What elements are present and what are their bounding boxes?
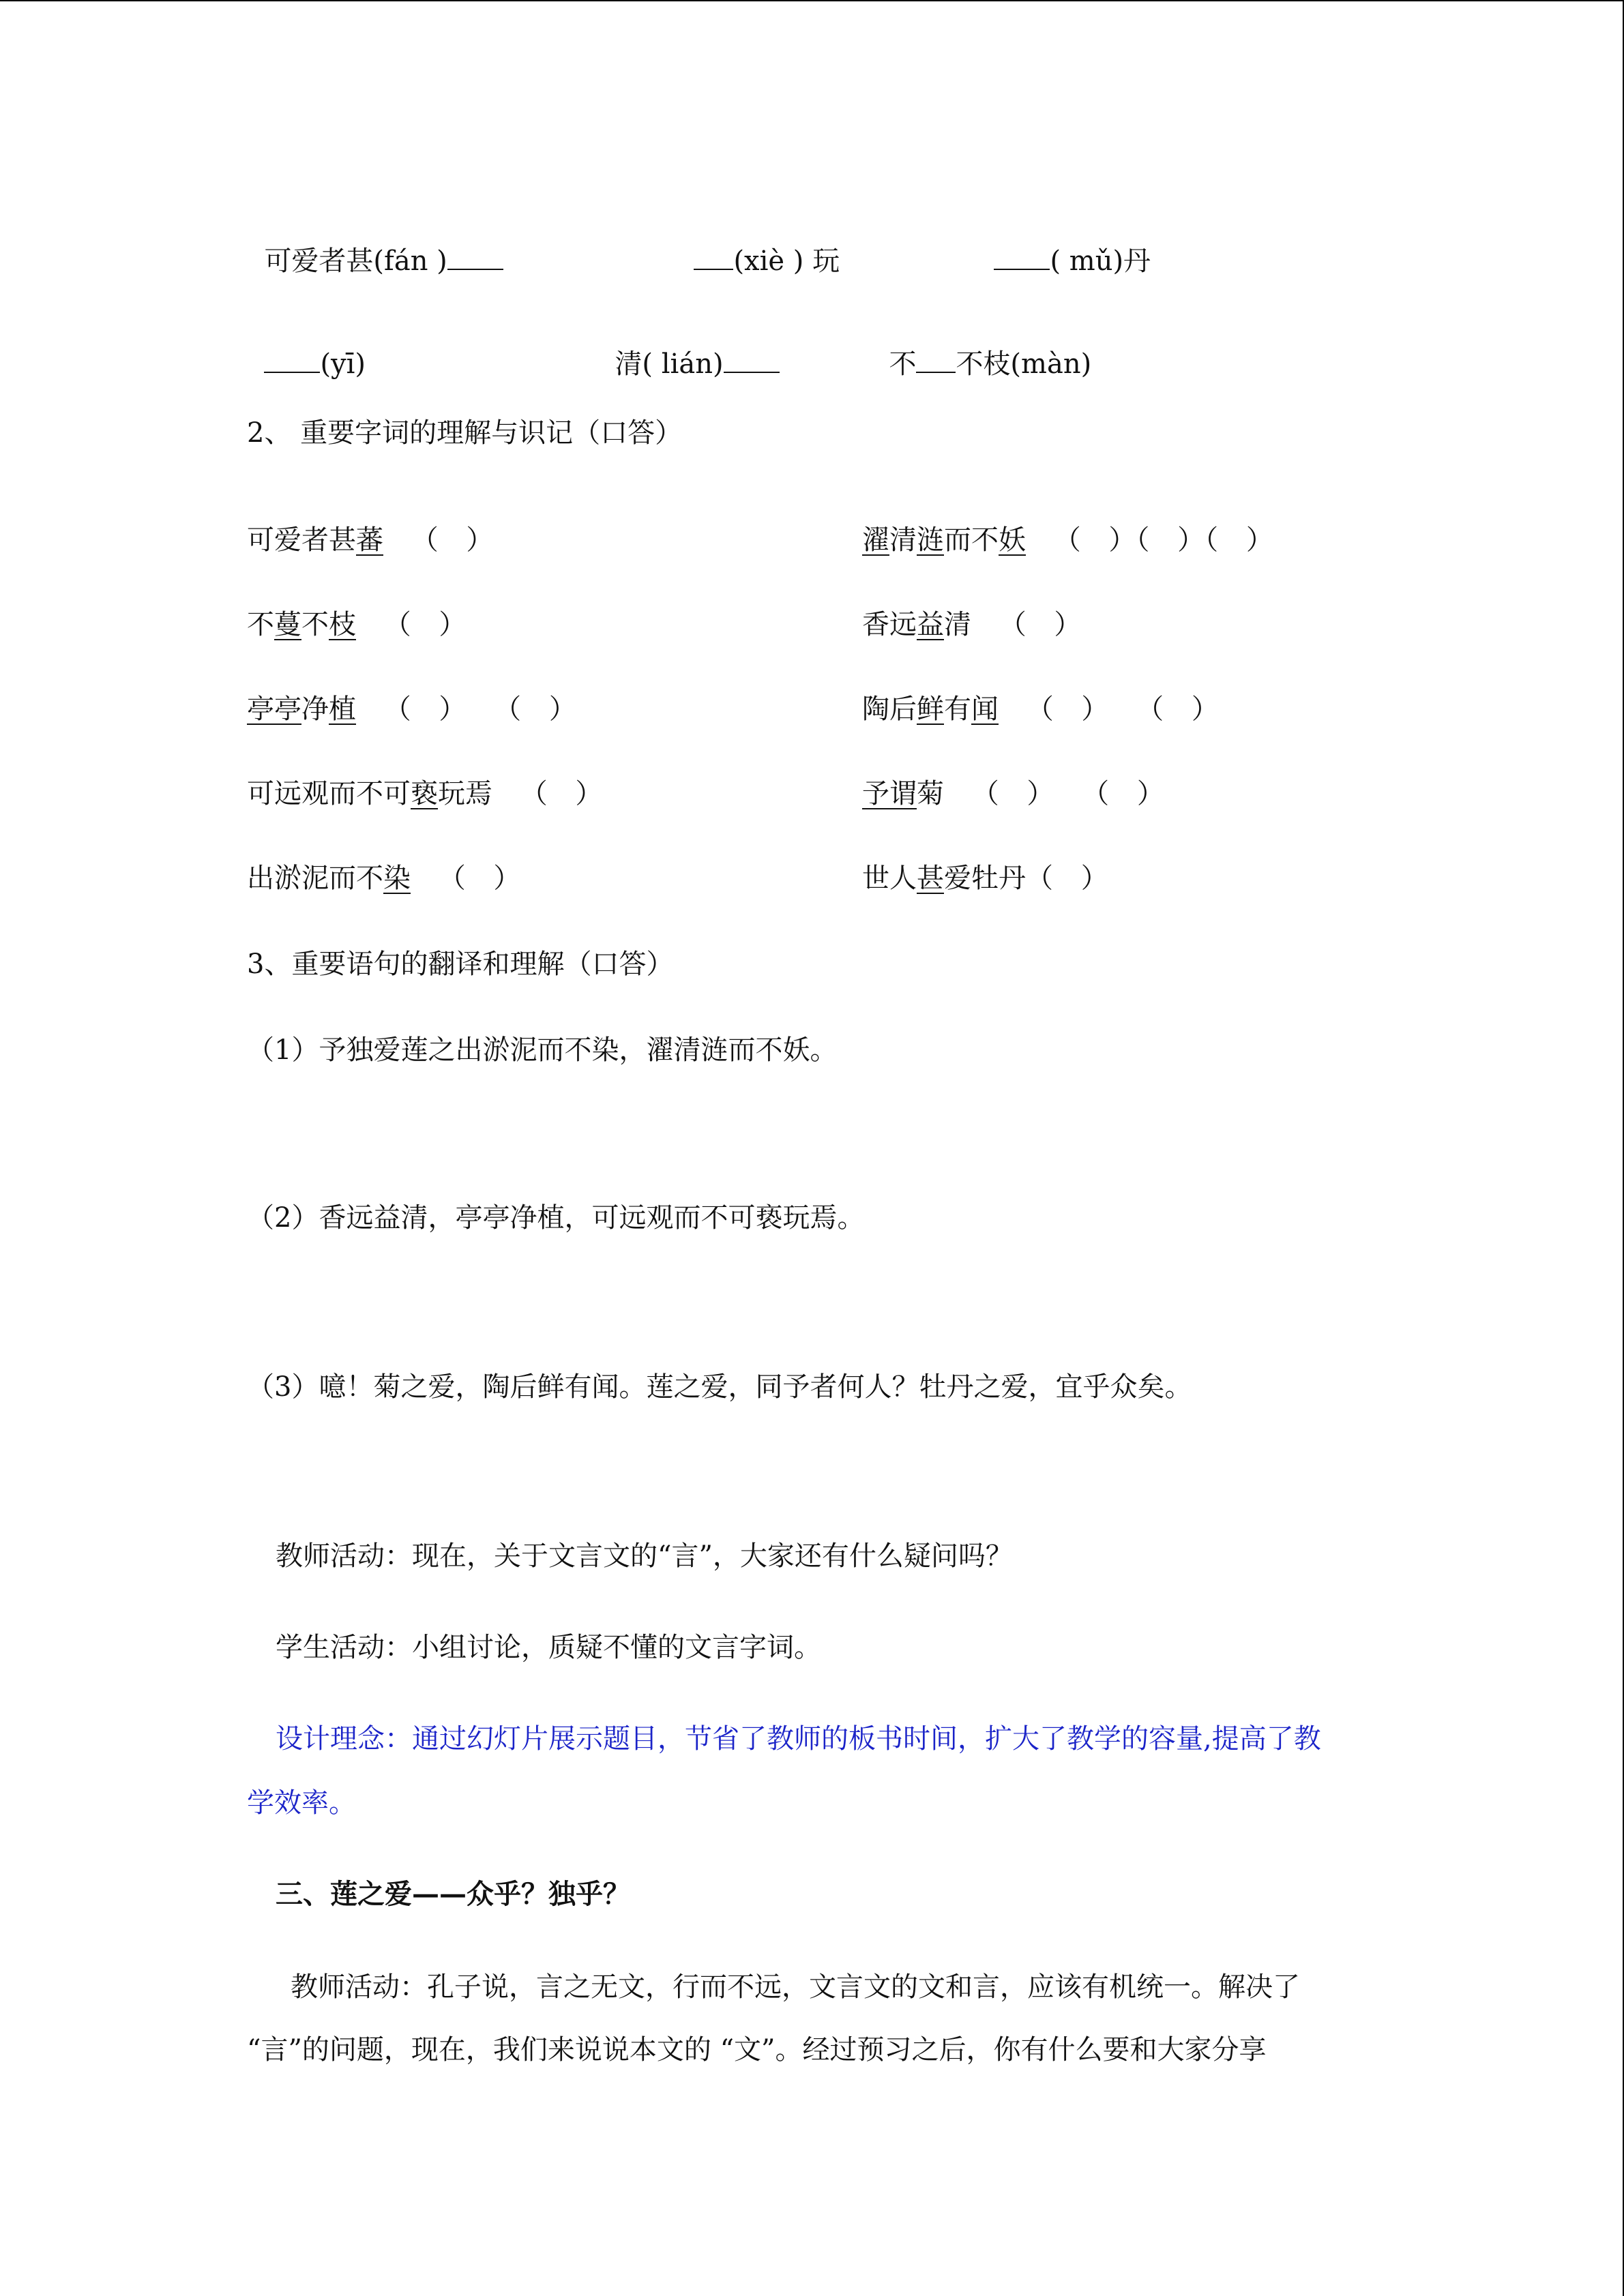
answer-blank[interactable] (724, 346, 780, 373)
student-activity: 学生活动：小组讨论，质疑不懂的文言字词。 (276, 1632, 821, 1663)
phrase-text: 不 (247, 609, 274, 640)
phrase-text: 玩焉 (438, 778, 492, 809)
key-word: 蕃 (356, 524, 383, 556)
key-word: 甚 (917, 863, 944, 894)
pinyin-item (677, 215, 840, 275)
phrase-text: 清 (944, 609, 971, 640)
phrase-text: 爱牡丹 (944, 863, 1026, 894)
answer-parentheses[interactable]: （ ） （ ） (999, 694, 1219, 725)
sentence: （2）香远益清，亭亭净植，可远观而不可亵玩焉。 (247, 1202, 865, 1234)
phrase-text: 世人 (862, 863, 917, 894)
vocab-item (247, 696, 576, 723)
key-word: 闻 (971, 694, 999, 725)
phrase-text: 净 (301, 694, 329, 725)
vocab-item (862, 611, 1081, 638)
key-word: 涟 (917, 524, 944, 556)
teacher-activity: 教师活动：孔子说，言之无文，行而不远，文言文的文和言，应该有机统一。解决了 (291, 1971, 1300, 2003)
answer-blank[interactable] (447, 243, 503, 270)
key-word: 植 (329, 694, 356, 725)
key-word: 亭亭 (247, 694, 301, 725)
answer-blank[interactable] (916, 346, 956, 373)
answer-blank[interactable] (264, 346, 320, 373)
pinyin-item (977, 215, 1151, 275)
key-word: 鲜 (917, 694, 944, 725)
design-note: 学效率。 (247, 1787, 356, 1819)
answer-parentheses[interactable]: （ ） (383, 524, 494, 556)
key-word: 蔓 (274, 609, 301, 640)
key-word: 亵 (411, 778, 438, 809)
phrase-text: 香远 (862, 609, 917, 640)
pinyin-text: ( mǔ)丹 (1050, 245, 1151, 277)
answer-parentheses[interactable]: （ ） (356, 609, 467, 640)
answer-blank[interactable] (694, 243, 733, 270)
key-word: 枝 (329, 609, 356, 640)
phrase-text: 可远观而不可 (247, 778, 411, 809)
answer-parentheses[interactable]: （ ） （ ） (356, 694, 576, 725)
sentence: （1）予独爱莲之出淤泥而不染，濯清涟而不妖。 (247, 1034, 838, 1066)
answer-parentheses[interactable]: （ ） （ ） (944, 778, 1164, 809)
teacher-activity: 教师活动：现在，关于文言文的“言”，大家还有什么疑问吗？ (276, 1540, 1013, 1572)
phrase-text: 有 (944, 694, 971, 725)
key-word: 予谓 (862, 778, 917, 809)
answer-parentheses[interactable]: （ ） (492, 778, 603, 809)
pinyin-text: 清( lián) (615, 348, 724, 380)
answer-parentheses[interactable]: （ ） (971, 609, 1082, 640)
vocab-item (247, 611, 466, 638)
answer-blank[interactable] (994, 243, 1050, 270)
pinyin-item (597, 318, 780, 378)
sentence: （3）噫！菊之爱，陶后鲜有闻。莲之爱，同予者何人？牡丹之爱，宜乎众矣。 (247, 1371, 1192, 1403)
pinyin-item (872, 318, 1091, 378)
teacher-activity: “言”的问题，现在，我们来说说本文的 “文”。经过预习之后，你有什么要和大家分享 (247, 2034, 1267, 2066)
pinyin-text: (yī) (320, 348, 366, 380)
key-word: 益 (917, 609, 944, 640)
key-word: 妖 (999, 524, 1026, 556)
section-heading: 3、重要语句的翻译和理解（口答） (247, 949, 674, 980)
pinyin-text: (xiè ) 玩 (733, 245, 840, 277)
design-note: 设计理念：通过幻灯片展示题目，节省了教师的板书时间，扩大了教学的容量,提高了教 (276, 1723, 1321, 1755)
vocab-item (247, 865, 520, 892)
phrase-text: 陶后 (862, 694, 917, 725)
vocab-item (862, 526, 1273, 554)
vocab-item (862, 780, 1164, 807)
vocab-item (862, 696, 1219, 723)
phrase-text: 而不 (944, 524, 999, 556)
pinyin-item (247, 215, 503, 275)
phrase-text: 出淤泥而不 (247, 863, 383, 894)
section-heading: 2、 重要字词的理解与识记（口答） (247, 417, 683, 449)
key-word: 染 (383, 863, 411, 894)
pinyin-text: 可爱者甚(fán ) (264, 245, 447, 277)
vocab-item (862, 865, 1108, 892)
answer-parentheses[interactable]: （ ） (1026, 863, 1108, 894)
answer-parentheses[interactable]: （ ）（ ）（ ） (1026, 524, 1273, 556)
answer-parentheses[interactable]: （ ） (411, 863, 521, 894)
vocab-item (247, 780, 602, 807)
section-heading: 三、莲之爱——众乎？独乎？ (276, 1878, 630, 1910)
pinyin-text: 不枝(màn) (956, 348, 1092, 380)
phrase-text: 可爱者甚 (247, 524, 356, 556)
phrase-text: 菊 (917, 778, 944, 809)
key-word: 濯 (862, 524, 889, 556)
phrase-text: 清 (889, 524, 917, 556)
pinyin-item (247, 318, 366, 378)
pinyin-text: 不 (889, 348, 917, 380)
phrase-text: 不 (301, 609, 329, 640)
vocab-item (247, 526, 493, 554)
